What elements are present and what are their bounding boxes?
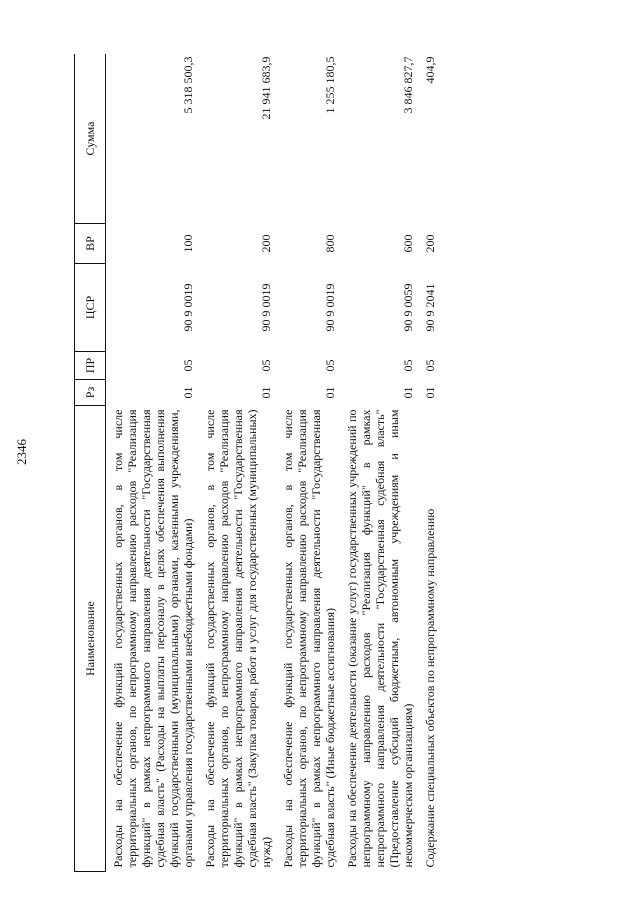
- row-rz: 01: [323, 386, 337, 399]
- row-rz: 01: [423, 386, 437, 399]
- row-name: Расходы на обеспечение функций государственных органов, в том числе территориальных органов, по непрограммному направлению расходов "Реализация функций" в рамках непрограммного направления деятельности "Государственная судебная власть" (Расходы на выплаты персоналу в целях обеспечения выполнения функций государственными (муниципальными) органами, казенными учреждениями, органами управления государственными внебюджетными фондами): [111, 409, 195, 868]
- row-csr: 90 9 0019: [181, 283, 195, 332]
- header-vr: ВР: [75, 224, 106, 264]
- header-name: Наименование: [75, 406, 106, 872]
- row-name: Расходы на обеспечение функций государственных органов, в том числе территориальных органов, по непрограммному направлению расходов "Реализация функций" в рамках непрограммного направления деятельности "Государственная судебная власть" (Закупка товаров, работ и услуг для государственных (муниципальных) нужд): [203, 409, 273, 868]
- header-pr: ПР: [75, 352, 106, 380]
- table-row: [418, 54, 440, 872]
- row-vr: 800: [323, 234, 337, 253]
- row-pr: 05: [401, 359, 415, 372]
- row-name: Содержание специальных объектов по непрограммному направлению: [423, 508, 437, 868]
- table-row: [106, 54, 199, 872]
- header-csr: ЦСР: [75, 264, 106, 352]
- row-pr: 05: [181, 359, 195, 372]
- row-vr: 100: [181, 234, 195, 253]
- row-name: Расходы на обеспечение функций государственных органов, в том числе территориальных органов, по непрограммному направлению расходов "Реализация функций" в рамках непрограммного направления деятельности "Государственная судебная власть" (Иные бюджетные ассигнования): [281, 409, 337, 868]
- row-sum: 404,9: [423, 56, 437, 84]
- header-row: [75, 54, 106, 872]
- table-row: [198, 54, 276, 872]
- header-rz: Рз: [75, 380, 106, 406]
- row-vr: 200: [259, 234, 273, 253]
- row-rz: 01: [181, 386, 195, 399]
- row-sum: 21 941 683,9: [259, 56, 273, 120]
- row-name: Расходы на обеспечение деятельности (оказание услуг) государственных учреждений по непрограммному направлению расходов "Реализация функций" в рамках непрограммного направления деятельности "Государственная судебная власть" (Предоставление субсидий бюджетным, автономным учреждениям и иным некоммерческим организациям): [345, 409, 415, 868]
- row-sum: 5 318 500,3: [181, 56, 195, 114]
- table-row: [340, 54, 418, 872]
- page-number-text: 2346: [14, 439, 29, 465]
- row-csr: 90 9 0019: [323, 283, 337, 332]
- row-csr: 90 9 0059: [401, 283, 415, 332]
- row-csr: 90 9 2041: [423, 283, 437, 332]
- budget-table: [74, 54, 440, 872]
- row-vr: 200: [423, 234, 437, 253]
- rotated-page: [74, 54, 605, 872]
- row-pr: 05: [323, 359, 337, 372]
- rotated-content: [74, 54, 605, 872]
- row-vr: 600: [401, 234, 415, 253]
- row-sum: 1 255 180,5: [323, 56, 337, 114]
- table-row: [276, 54, 340, 872]
- row-rz: 01: [401, 386, 415, 399]
- row-csr: 90 9 0019: [259, 283, 273, 332]
- row-sum: 3 846 827,7: [401, 56, 415, 114]
- row-pr: 05: [423, 359, 437, 372]
- header-sum: Сумма: [75, 54, 106, 224]
- row-rz: 01: [259, 386, 273, 399]
- row-pr: 05: [259, 359, 273, 372]
